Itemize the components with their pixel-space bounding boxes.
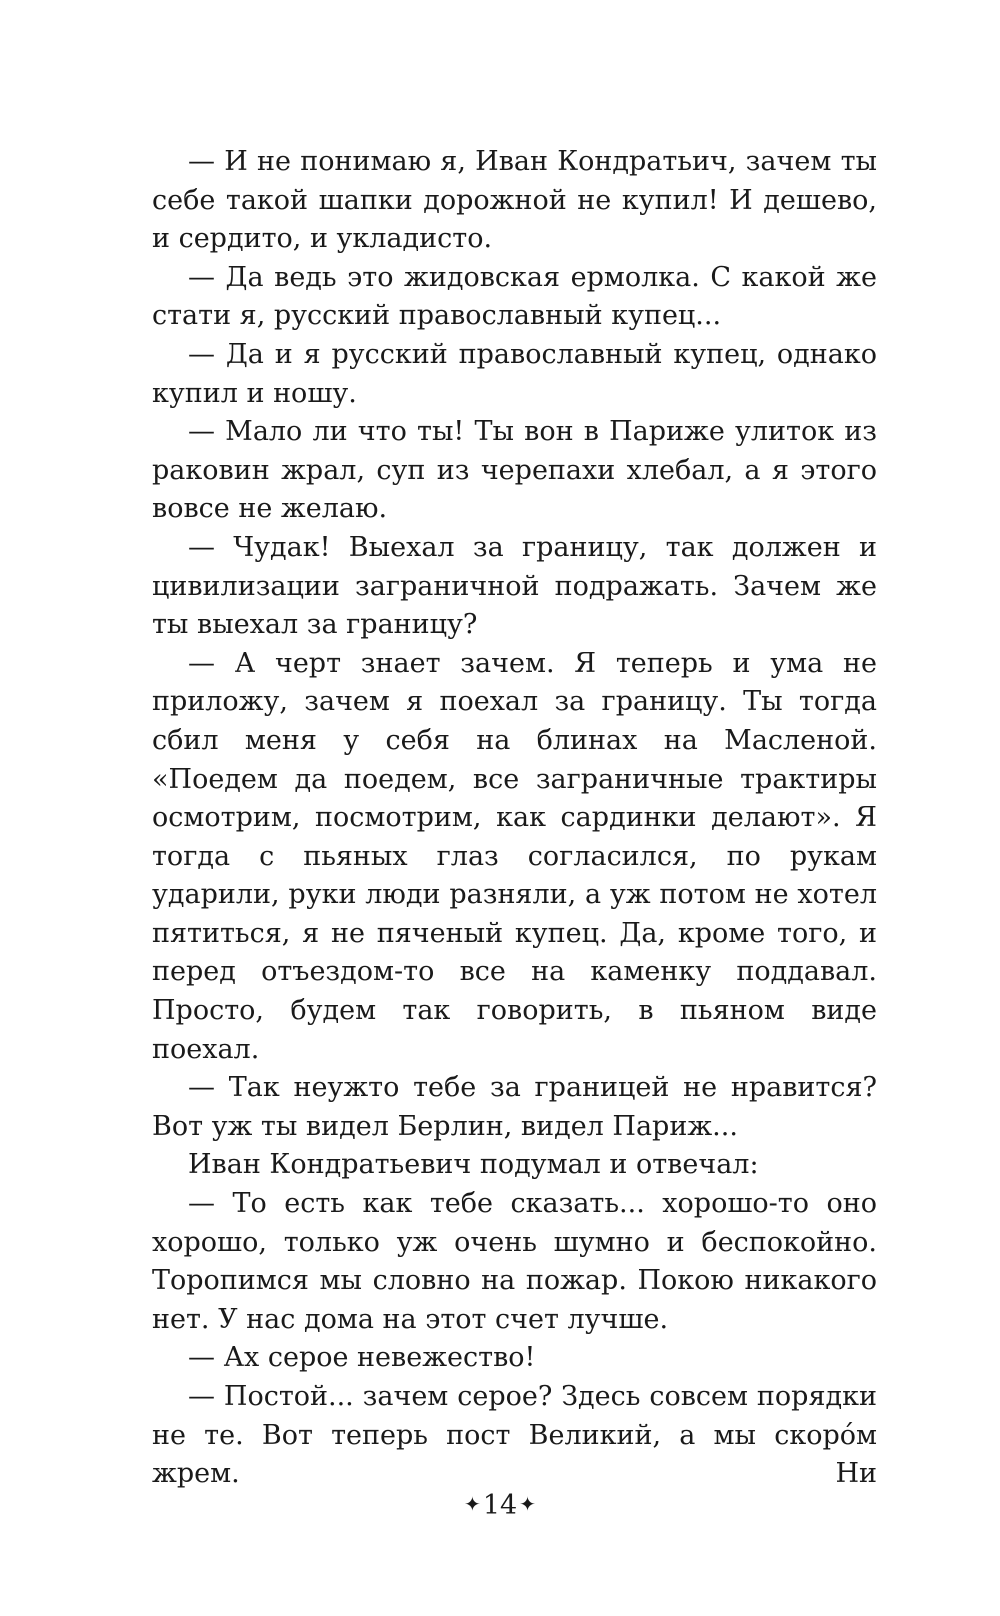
- body-text: [152, 143, 877, 1494]
- paragraph: — Мало ли что ты! Ты вон в Париже улиток из раковин жрал, суп из черепахи хлебал, а я этого вовсе не желаю.: [152, 416, 877, 525]
- paragraph: — Ах серое невежество!: [188, 1342, 536, 1374]
- page-footer: [0, 1487, 1000, 1523]
- paragraph: — Постой... зачем серое? Здесь совсем порядки не те. Вот теперь пост Великий, а мы скоро́м жрем. Ни: [152, 1381, 877, 1490]
- ornament-left-icon: ✦: [464, 1492, 481, 1516]
- paragraph: — То есть как тебе сказать... хорошо-то оно хорошо, только уж очень шумно и беспокойно. Торопимся мы словно на пожар. Покою никакого нет. У нас дома на этот счет лучше.: [152, 1188, 877, 1335]
- paragraph: Иван Кондратьевич подумал и отвечал:: [188, 1149, 759, 1181]
- paragraph: — И не понимаю я, Иван Кондратьич, зачем ты себе такой шапки дорожной не купил! И дешево, и сердито, и укладисто.: [152, 146, 877, 255]
- paragraph: — Да ведь это жидовская ермолка. С какой же стати я, русский православный купец...: [152, 261, 877, 332]
- paragraph: — Чудак! Выехал за границу, так должен и цивилизации заграничной подражать. Зачем же ты выехал за границу?: [152, 531, 877, 641]
- paragraph: — Да и я русский православный купец, однако купил и ношу.: [152, 338, 877, 409]
- paragraph: — Так неужто тебе за границей не нравится? Вот уж ты видел Берлин, видел Париж...: [152, 1072, 877, 1142]
- paragraph: — А черт знает зачем. Я теперь и ума не приложу, зачем я поехал за границу. Ты тогда сбил меня у себя на блинах на Масленой. «Поедем да поедем, все заграничные трактиры осмотрим, посмотрим, как сардинки делают». Я тогда с пьяных глаз согласился, по рукам ударили, руки люди разняли, а уж потом не хотел пятиться, я не пяченый купец. Да, кроме того, и перед отъездом-то все на каменку поддавал. Просто, будем так говорить, в пьяном виде поехал.: [152, 647, 877, 1065]
- ornament-right-icon: ✦: [519, 1492, 536, 1516]
- page-number: 14: [482, 1490, 518, 1521]
